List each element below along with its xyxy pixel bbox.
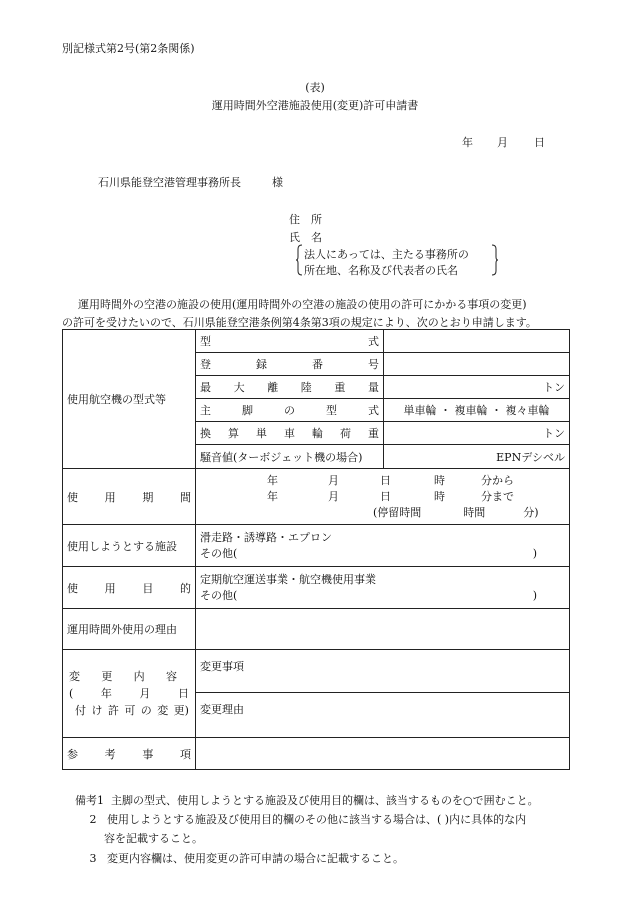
facility-other: その他(	[200, 546, 238, 560]
max-takeoff-weight-label: 最 大 離 陸 重 量	[196, 376, 384, 399]
purpose-other: その他(	[200, 588, 238, 602]
date-month: 月	[497, 136, 508, 149]
corp-note-line2: 所在地、名称及び代表者の氏名	[304, 264, 458, 277]
model-label: 型 式	[196, 330, 384, 353]
max-takeoff-weight-value[interactable]: トン	[384, 376, 570, 399]
aircraft-header: 使用航空機の型式等	[67, 393, 166, 406]
period-label: 使 用 期 間	[63, 469, 196, 525]
registration-value[interactable]	[384, 353, 570, 376]
registration-label: 登 録 番 号	[196, 353, 384, 376]
reference-label: 参 考 事 項	[63, 738, 196, 770]
note-2: 2 使用しようとする施設及び使用目的欄のその他に該当する場合は、( )内に具体的な内	[89, 813, 527, 826]
change-label: 変 更 内 容 ( 年 月 日 付 け 許 可 の 変 更)	[63, 650, 196, 738]
honorific: 様	[272, 176, 283, 189]
noise-value[interactable]: EPNデシベル	[384, 445, 570, 469]
reason-value[interactable]	[196, 609, 570, 650]
landing-gear-label: 主 脚 の 型 式	[196, 399, 384, 422]
stay-unit: 時間	[463, 506, 486, 519]
stay-open: (停留時間	[373, 506, 422, 519]
change-item-cell[interactable]: 変更事項	[196, 650, 570, 693]
stay-close: 分)	[523, 506, 539, 519]
purpose-option: 定期航空運送事業・航空機使用事業	[200, 572, 376, 586]
note-2-cont: 容を記載すること。	[104, 832, 203, 845]
omote-label: (表)	[305, 81, 325, 94]
note-3: 3 変更内容欄は、使用変更の許可申請の場合に記載すること。	[89, 852, 404, 865]
wheel-load-label: 換 算 単 車 輪 荷 重	[196, 422, 384, 445]
wheel-load-value[interactable]: トン	[384, 422, 570, 445]
corp-note-line1: 法人にあっては、主たる事務所の	[304, 248, 469, 261]
landing-gear-value[interactable]: 単車輪 ・ 複車輪 ・ 複々車輪	[384, 399, 570, 422]
facility-label: 使用しようとする施設	[63, 525, 196, 567]
form-number: 別記様式第2号(第2条関係)	[62, 42, 195, 55]
address-label-2: 所	[311, 213, 322, 226]
period-value[interactable]: 年 月 日 時 分から 年 月 日 時 分まで (停留時間 時間 分)	[196, 469, 570, 525]
note-1: 備考1 主脚の型式、使用しようとする施設及び使用目的欄は、該当するものを○で囲むこと。	[75, 794, 539, 807]
reason-label: 運用時間外使用の理由	[63, 609, 196, 650]
noise-label: 騒音値(ターボジェット機の場合)	[196, 445, 384, 469]
name-label-2: 名	[311, 231, 322, 244]
application-table	[62, 329, 570, 770]
addressee: 石川県能登空港管理事務所長	[98, 176, 241, 189]
reference-value[interactable]	[196, 738, 570, 770]
page-title: 運用時間外空港施設使用(変更)許可申請書	[211, 99, 419, 112]
intro-line2: の許可を受けたいので、石川県能登空港条例第4条第3項の規定により、次のとおり申請します。	[62, 316, 537, 329]
facility-value[interactable]: 滑走路・誘導路・エプロン その他( )	[196, 525, 570, 567]
model-value[interactable]	[384, 330, 570, 353]
intro-line1: 運用時間外の空港の施設の使用(運用時間外の空港の施設の使用の許可にかかる事項の変更)	[78, 298, 527, 311]
change-reason-cell[interactable]: 変更理由	[196, 693, 570, 738]
name-label-1: 氏	[289, 231, 300, 244]
purpose-label: 使 用 目 的	[63, 567, 196, 609]
purpose-value[interactable]: 定期航空運送事業・航空機使用事業 その他( )	[196, 567, 570, 609]
address-label-1: 住	[289, 213, 300, 226]
date-day: 日	[534, 136, 545, 149]
facility-option: 滑走路・誘導路・エプロン	[200, 530, 332, 544]
date-year: 年	[462, 136, 473, 149]
aircraft-header-cell	[63, 330, 196, 469]
